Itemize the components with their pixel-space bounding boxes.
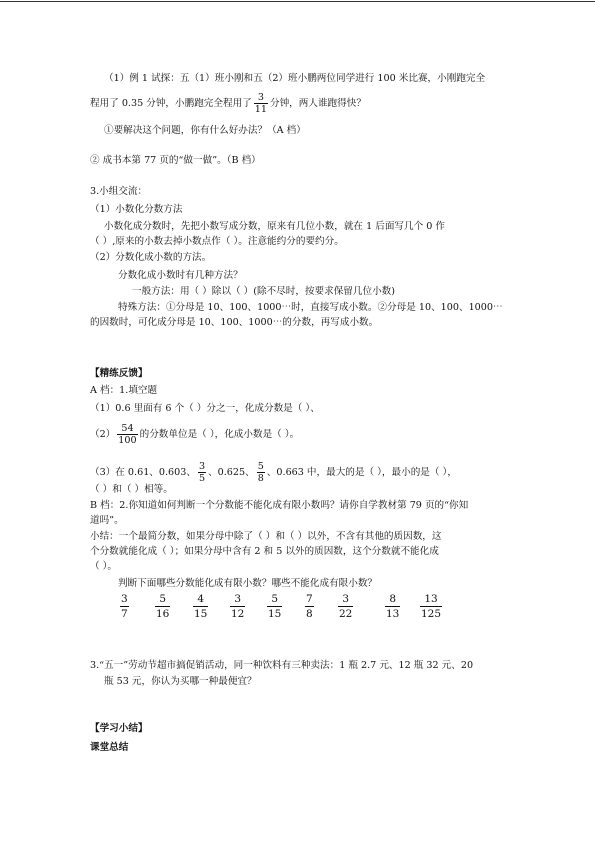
judge-instruction: 判断下面哪些分数能化成有限小数？哪些不能化成有限小数？ <box>118 578 378 589</box>
class-summary-title: 课堂总结 <box>90 742 129 753</box>
fraction-item <box>155 592 170 621</box>
fraction-denominator: 5 <box>198 473 206 484</box>
fraction-item <box>230 592 245 621</box>
q2-prefix: （2） <box>90 429 116 440</box>
promotion-question-line1: 3.“五一”劳动节超市搞促销活动，同一种饮料有三种卖法：1 瓶 2.7 元、12 瓶 32 元、20 <box>90 660 474 671</box>
fraction-denominator: 7 <box>121 608 128 620</box>
level-b-line2: 道吗”。 <box>90 515 124 526</box>
fraction-item <box>120 592 129 621</box>
fraction-list <box>0 592 595 628</box>
summary-line3: （ ）。 <box>90 561 118 572</box>
fraction-denominator: 13 <box>386 608 400 620</box>
fill-question-3 <box>90 461 457 484</box>
fraction-denominator: 15 <box>194 608 208 620</box>
group-discussion-title: 3.小组交流： <box>90 186 148 197</box>
method2-general: 一般方法：用（ ）除以（ ）(除不尽时，按要求保留几位小数) <box>132 286 396 297</box>
fraction-item <box>305 592 314 621</box>
q3-middle: 、0.625、 <box>208 467 255 478</box>
fraction-numerator: 3 <box>254 92 268 104</box>
q3-prefix: （3）在 0.61、0.603、 <box>90 467 196 478</box>
fraction-numerator: 8 <box>385 592 400 607</box>
fraction-denominator: 8 <box>257 473 264 484</box>
fraction-numerator: 3 <box>198 461 206 472</box>
fraction-numerator: 5 <box>155 592 170 607</box>
question-b: ② 成书本第 77 页的“做一做”。（B 档） <box>90 155 261 166</box>
fraction-denominator: 100 <box>118 435 137 446</box>
method2-title: （2）分数化成小数的方法。 <box>90 252 212 263</box>
method2-special-line2: 的因数时，可化成分母是 10、100、1000⋯的分数，再写成小数。 <box>90 317 379 328</box>
example-text-part: 程用了 0.35 分钟，小鹏跑完全程用了 <box>90 98 252 109</box>
fraction-denominator: 15 <box>268 608 282 620</box>
method2-question: 分数化成小数时有几种方法？ <box>118 270 243 281</box>
q2-suffix: 的分数单位是（ ），化成小数是（ ）。 <box>139 429 300 440</box>
fraction-54-100 <box>117 423 137 446</box>
q3-suffix: 、0.663 中，最大的是（ ），最小的是（ ）， <box>266 467 457 478</box>
section-heading-feedback: 【精练反馈】 <box>90 368 148 379</box>
fraction-numerator: 3 <box>338 592 353 607</box>
top-rule <box>0 1 595 2</box>
fill-question-3-line2: （ ）和（ ）相等。 <box>90 484 173 495</box>
fill-question-1: （1）0.6 里面有 6 个（ ）分之一，化成分数是（ ）、 <box>90 403 320 414</box>
fraction-numerator: 54 <box>117 423 137 435</box>
fraction-numerator: 13 <box>420 592 442 607</box>
fraction-denominator: 12 <box>231 608 245 620</box>
promotion-question-line2: 瓶 53 元，你认为买哪一种最便宜？ <box>104 676 257 687</box>
fraction-numerator: 7 <box>306 593 313 605</box>
fraction-3-5 <box>198 461 206 484</box>
method1-line1: 小数化成分数时，先把小数写成分数，原来有几位小数，就在 1 后面写几个 0 作 <box>104 221 445 232</box>
fraction-item <box>338 592 353 621</box>
summary-line1: 小结：一个最简分数，如果分母中除了（ ）和（ ）以外，不含有其他的质因数，这 <box>90 531 442 542</box>
fraction-numerator: 3 <box>230 592 245 607</box>
fraction-numerator: 5 <box>257 461 264 472</box>
example-text-line1: （1）例 1 试探：五（1）班小刚和五（2）班小鹏两位同学进行 100 米比赛，小刚跑完全 <box>104 73 486 84</box>
fraction-3-11 <box>254 92 268 115</box>
fraction-5-8 <box>257 461 265 484</box>
example-text-end: 分钟，两人谁跑得快？ <box>270 98 366 109</box>
fraction-numerator: 4 <box>193 592 208 607</box>
example-text-line2 <box>90 92 366 115</box>
fraction-item <box>385 592 400 621</box>
fraction-numerator: 3 <box>121 593 128 605</box>
fraction-item <box>267 592 282 621</box>
fraction-denominator: 11 <box>254 104 267 115</box>
method1-line2: （ ）,原来的小数去掉小数点作（ ）。注意能约分的要约分。 <box>90 236 344 247</box>
summary-line2: 个分数就能化成（ ）；如果分母中含有 2 和 5 以外的质因数，这个分数就不能化成 <box>90 546 439 557</box>
fraction-item <box>420 592 442 621</box>
fraction-item <box>193 592 208 621</box>
fraction-denominator: 125 <box>421 608 442 620</box>
method1-title: （1）小数化分数方法 <box>90 204 183 215</box>
level-a-label: A 档：1.填空题 <box>90 385 158 396</box>
fraction-denominator: 8 <box>306 608 313 620</box>
fraction-denominator: 16 <box>156 608 170 620</box>
question-a: ①要解决这个问题，你有什么好办法？（A 档） <box>104 125 306 136</box>
fraction-numerator: 5 <box>267 592 282 607</box>
level-b-line1: B 档：2.你知道如何判断一个分数能不能化成有限小数吗？请你自学教材第 79 页的“你知 <box>90 500 469 511</box>
fill-question-2 <box>90 423 299 446</box>
fraction-denominator: 22 <box>339 608 353 620</box>
method2-special-line1: 特殊方法：①分母是 10、100、1000⋯时，直接写成小数。②分母是 10、100、1000⋯ <box>118 302 503 313</box>
section-heading-summary: 【学习小结】 <box>90 723 148 734</box>
